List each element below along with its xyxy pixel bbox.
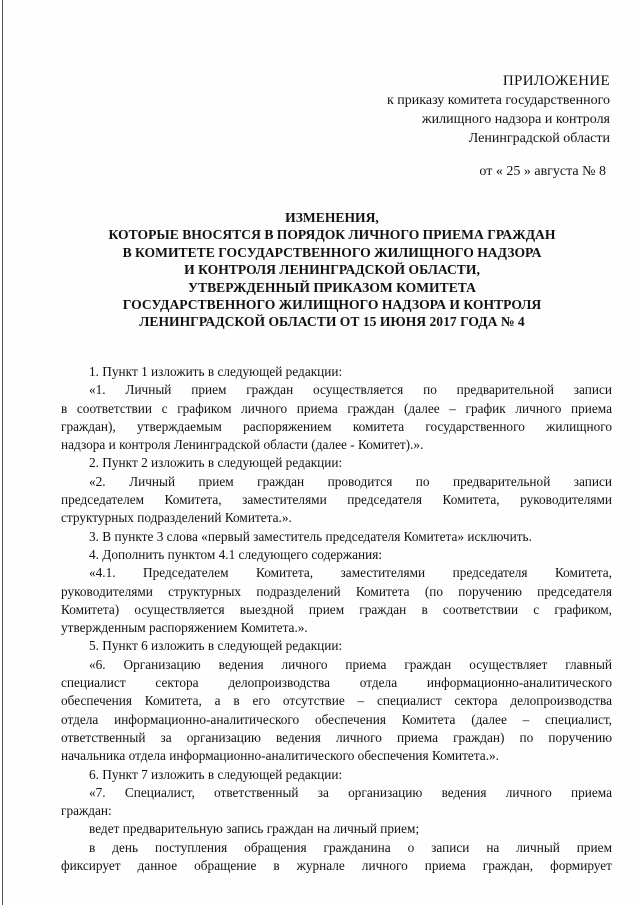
- body-line: 5. Пункт 6 изложить в следующей редакции:: [89, 638, 343, 654]
- document-title: [52, 209, 612, 331]
- body-line: специалист сектора делопроизводства отдела информационно-аналитического: [61, 675, 612, 691]
- body-line: «2. Личный прием граждан проводится по предварительной записи: [89, 473, 612, 489]
- body-line: отдела информационно-аналитического обеспечения Комитета (далее – специалист,: [61, 711, 612, 727]
- title-line: В КОМИТЕТЕ ГОСУДАРСТВЕННОГО ЖИЛИЩНОГО НАДЗОРА: [122, 244, 542, 260]
- body-line: председателем Комитета, заместителями председателя Комитета, руководителями: [61, 492, 612, 508]
- appendix-line: Ленинградской области: [468, 131, 610, 146]
- title-line: ГОСУДАРСТВЕННОГО ЖИЛИЩНОГО НАДЗОРА И КОНТРОЛЯ: [122, 297, 542, 313]
- body-line: Комитета) осуществляется выездной прием граждан в соответствии с графиком,: [61, 601, 612, 617]
- scan-edge-line: [2, 0, 3, 905]
- body-line: 1. Пункт 1 изложить в следующей редакции:: [89, 364, 343, 379]
- title-line: И КОНТРОЛЯ ЛЕНИНГРАДСКОЙ ОБЛАСТИ,: [184, 262, 480, 278]
- body-line: фиксирует данное обращение в журнале личного приема граждан, формирует: [61, 858, 612, 874]
- appendix-line: к приказу комитета государственного: [386, 93, 610, 108]
- body-line: граждан), утверждаемым распоряжением комитета государственного жилищного: [61, 418, 612, 434]
- appendix-line: жилищного надзора и контроля: [421, 112, 610, 127]
- order-date: от « 25 » августа № 8: [479, 164, 606, 179]
- body-line: структурных подразделений Комитета.».: [61, 510, 292, 526]
- title-line: ИЗМЕНЕНИЯ,: [285, 210, 379, 225]
- body-line: надзора и контроля Ленинградской области (далее - Комитет).».: [61, 437, 424, 453]
- body-line: «4.1. Председателем Комитета, заместителями председателя Комитета,: [89, 565, 612, 581]
- body-line: «6. Организацию ведения личного приема граждан осуществляет главный: [89, 656, 612, 672]
- body-line: утвержденным распоряжением Комитета.».: [61, 620, 308, 636]
- body-line: граждан:: [61, 803, 112, 819]
- title-line: КОТОРЫЕ ВНОСЯТСЯ В ПОРЯДОК ЛИЧНОГО ПРИЕМА ГРАЖДАН: [108, 227, 556, 243]
- body-line: 3. В пункте 3 слова «первый заместитель председателя Комитета» исключить.: [89, 528, 532, 544]
- body-line: в соответствии с графиком личного приема граждан (далее – график личного приема: [61, 400, 612, 416]
- body-line: ответственный за организацию ведения личного приема граждан) по поручению: [61, 729, 612, 745]
- body-line: 2. Пункт 2 изложить в следующей редакции:: [89, 455, 343, 471]
- appendix-heading: ПРИЛОЖЕНИЕ: [502, 73, 610, 89]
- body-line: 6. Пункт 7 изложить в следующей редакции:: [89, 766, 343, 782]
- body-line: начальника отдела информационно-аналитического обеспечения Комитета.».: [61, 748, 500, 764]
- body-line: «1. Личный прием граждан осуществляется по предварительной записи: [89, 382, 612, 398]
- title-line: ЛЕНИНГРАДСКОЙ ОБЛАСТИ ОТ 15 ИЮНЯ 2017 ГОДА № 4: [139, 314, 525, 330]
- document-body: [61, 363, 612, 875]
- appendix-header: [387, 72, 610, 148]
- body-line: ведет предварительную запись граждан на личный прием;: [89, 821, 420, 837]
- body-line: «7. Специалист, ответственный за организацию ведения личного приема: [89, 784, 612, 800]
- body-line: обеспечения Комитета, а в его отсутствие – специалист сектора делопроизводства: [61, 693, 612, 709]
- body-line: в день поступления обращения гражданина о записи на личный прием: [89, 839, 612, 855]
- body-line: 4. Дополнить пунктом 4.1 следующего содержания:: [89, 546, 383, 562]
- body-line: руководителями структурных подразделений Комитета (по поручению председателя: [61, 583, 612, 599]
- title-line: УТВЕРЖДЕННЫЙ ПРИКАЗОМ КОМИТЕТА: [188, 279, 476, 295]
